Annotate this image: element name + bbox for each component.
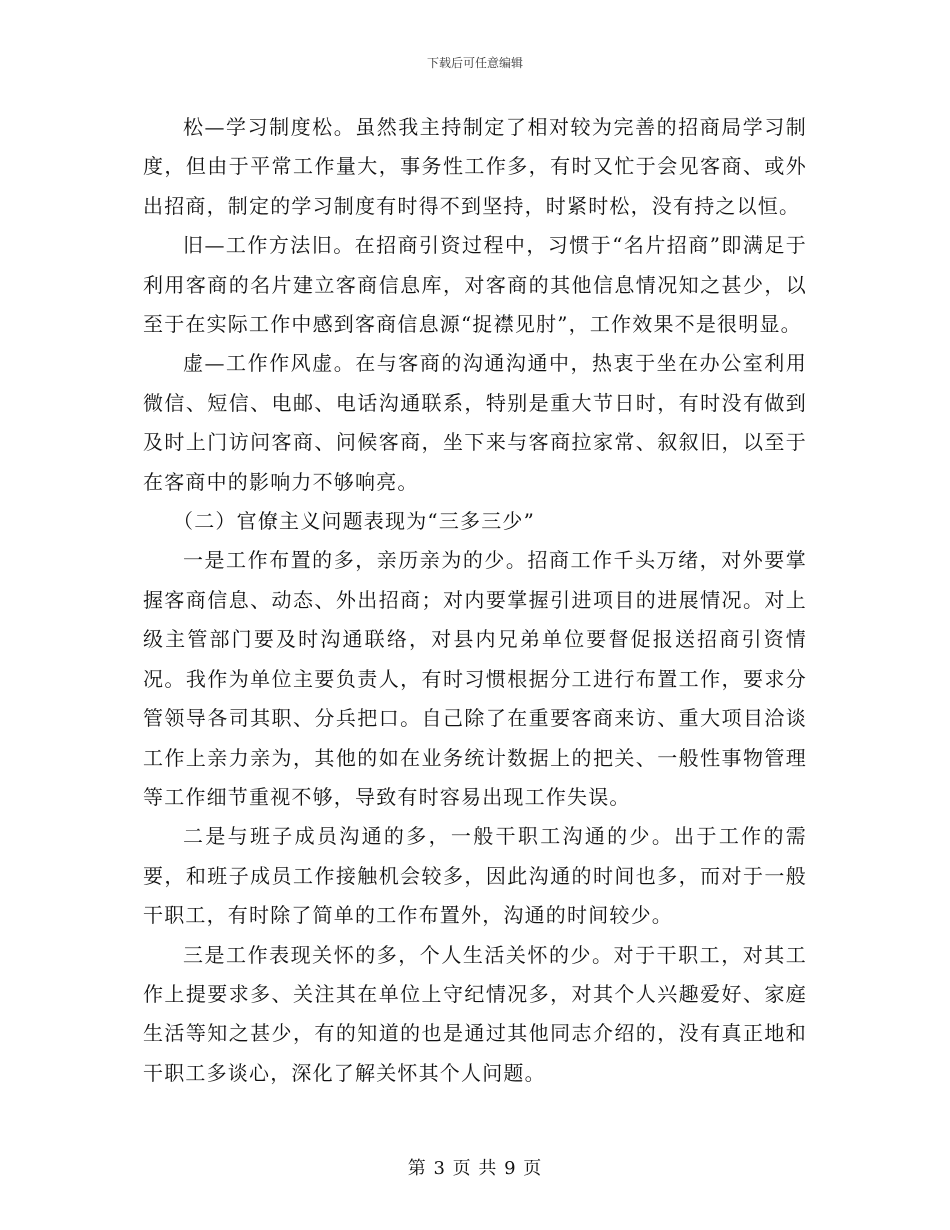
document-body [143,108,807,1093]
page-number: 第 3 页 共 9 页 [407,1158,543,1179]
paragraph-point-three: 三是工作表现关怀的多，个人生活关怀的少。对于干职工，对其工作上提要求多、关注其在单位上守纪情况多，对其个人兴趣爱好、家庭生活等知之甚少，有的知道的也是通过其他同志介绍的，没有真正地和干职工多谈心，深化了解关怀其个人问题。 [143,942,807,1085]
paragraph-work-style: 虚—工作作风虚。在与客商的沟通沟通中，热衷于坐在办公室利用微信、短信、电邮、电话沟通联系，特别是重大节日时，有时没有做到及时上门访问客商、问候客商，坐下来与客商拉家常、叙叙旧，以至于在客商中的影响力不够响亮。 [143,351,807,494]
page-header: 下载后可任意编辑 [426,56,523,70]
paragraph-study-system: 松—学习制度松。虽然我主持制定了相对较为完善的招商局学习制度，但由于平常工作量大，事务性工作多，有时又忙于会见客商、或外出招商，制定的学习制度有时得不到坚持，时紧时松，没有持之以恒。 [143,115,807,218]
paragraph-work-method: 旧—工作方法旧。在招商引资过程中，习惯于“名片招商”即满足于利用客商的名片建立客商信息库，对客商的其他信息情况知之甚少，以至于在实际工作中感到客商信息源“捉襟见肘”，工作效果不是很明显。 [143,233,807,337]
section-heading: （二）官僚主义问题表现为“三多三少” [173,509,536,534]
paragraph-point-two: 二是与班子成员沟通的多，一般干职工沟通的少。出于工作的需要，和班子成员工作接触机会较多，因此沟通的时间也多，而对于一般干职工，有时除了简单的工作布置外，沟通的时间较少。 [143,824,807,928]
paragraph-point-one: 一是工作布置的多，亲历亲为的少。招商工作千头万绪，对外要掌握客商信息、动态、外出招商；对内要掌握引进项目的进展情况。对上级主管部门要及时沟通联络，对县内兄弟单位要督促报送招商引资情况。我作为单位主要负责人，有时习惯根据分工进行布置工作，要求分管领导各司其职、分兵把口。自己除了在重要客商来访、重大项目洽谈工作上亲力亲为，其他的如在业务统计数据上的把关、一般性事物管理等工作细节重视不够，导致有时容易出现工作失误。 [143,548,807,809]
